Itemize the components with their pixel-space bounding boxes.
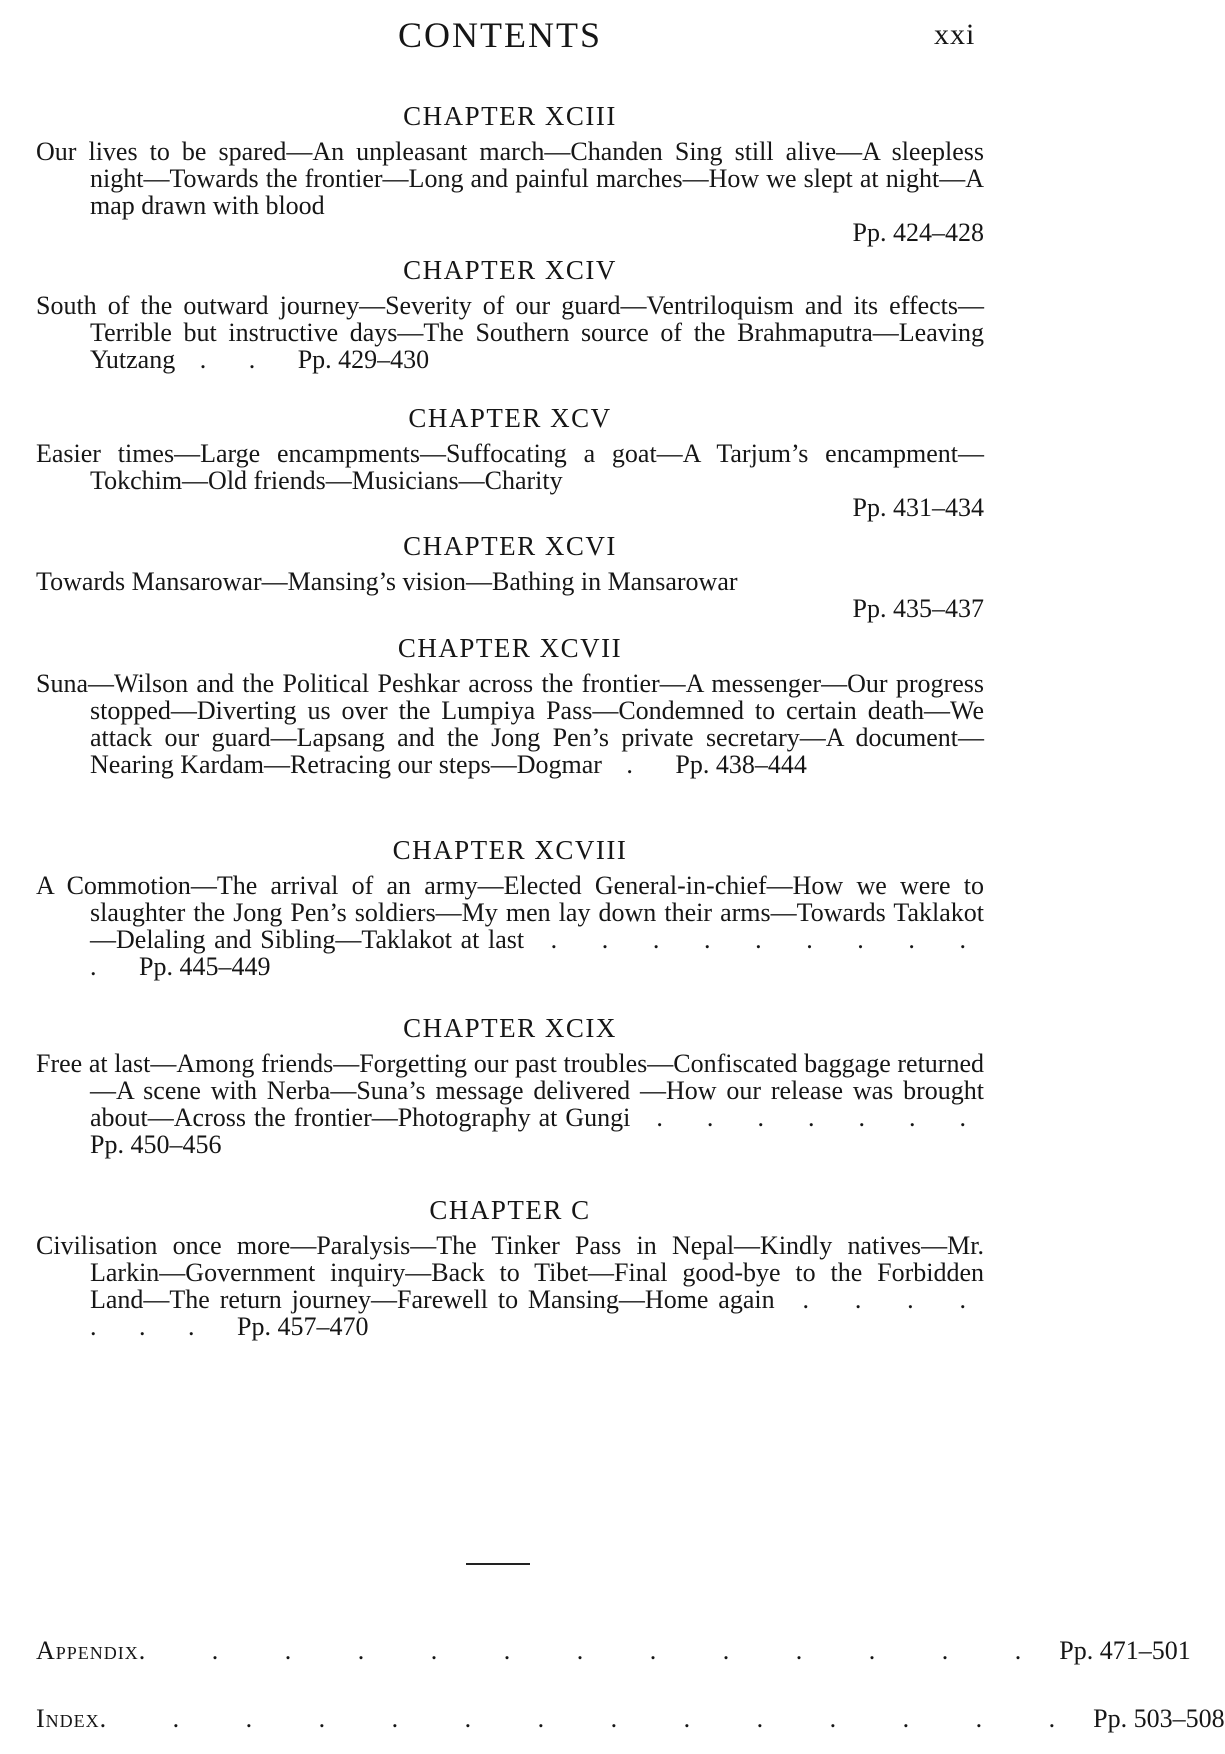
dot-leader: . . . . . . . <box>630 1103 984 1132</box>
chapter-pages: Pp. 424–428 <box>852 218 984 247</box>
section-divider <box>466 1563 530 1565</box>
chapter-heading: CHAPTER XCVI <box>403 531 617 561</box>
chapter-heading: CHAPTER C <box>429 1195 591 1225</box>
dot-leader: . . . . . . . . . . <box>90 925 984 981</box>
dot-leader: . . <box>175 345 298 374</box>
chapter-entry <box>36 402 984 521</box>
chapter-pages: Pp. 435–437 <box>852 594 984 623</box>
index-label: Index <box>36 1704 100 1733</box>
chapter-summary: Our lives to be spared—An unpleasant march—Chanden Sing still alive—A sleepless night—Towards the frontier—Long and painful marches—How we slept at night—A map drawn with blood <box>36 137 984 220</box>
chapter-entry <box>36 530 984 622</box>
chapter-summary-text: South of the outward journey—Severity of our guard—Ventriloquism and its effects—Terrible but instructive days—The Southern source of the Brahmaputra—Leaving Yutzang <box>36 291 984 374</box>
index-entry <box>36 1704 1225 1734</box>
chapter-summary <box>36 670 984 778</box>
page-number: xxi <box>934 18 976 51</box>
chapter-entry <box>36 100 984 246</box>
chapter-entry <box>36 1012 984 1158</box>
dot-leader: . . . . . . . . . . . . . . <box>99 1704 1086 1733</box>
dot-leader: . <box>601 750 676 779</box>
chapter-heading: CHAPTER XCIX <box>403 1013 617 1043</box>
chapter-heading: CHAPTER XCVIII <box>392 835 628 865</box>
chapter-entry <box>36 1194 984 1340</box>
dot-leader: . . . . . . . <box>90 1285 985 1341</box>
chapter-heading: CHAPTER XCV <box>408 403 612 433</box>
chapter-pages: Pp. 438–444 <box>675 750 807 779</box>
chapter-summary <box>36 1050 984 1158</box>
chapter-pages: Pp. 429–430 <box>297 345 430 374</box>
page-title: CONTENTS <box>398 15 602 55</box>
appendix-label: Appendix <box>36 1636 139 1665</box>
chapter-summary: Easier times—Large encampments—Suffocating a goat—A Tarjum’s encampment—Tokchim—Old friends—Musicians—Charity <box>36 439 984 495</box>
chapter-summary <box>36 292 984 373</box>
chapter-heading: CHAPTER XCVII <box>397 633 623 663</box>
chapter-summary <box>36 1232 984 1340</box>
chapter-summary: Towards Mansarowar—Mansing’s vision—Bathing in Mansarowar <box>36 567 738 596</box>
chapter-pages: Pp. 445–449 <box>139 952 271 981</box>
chapter-entry <box>36 632 984 778</box>
chapter-heading: CHAPTER XCIII <box>403 101 617 131</box>
chapter-pages: Pp. 431–434 <box>852 493 984 522</box>
chapter-entry <box>36 834 984 980</box>
chapter-pages: Pp. 457–470 <box>237 1312 369 1341</box>
chapter-summary-text: Suna—Wilson and the Political Peshkar across the frontier—A messenger—Our progress stopped—Diverting us over the Lumpiya Pass—Condemned to certain death—We attack our guard—Lapsang and the Jong Pen’s private secretary—A document—Nearing Kardam—Retracing our steps—Dogmar <box>36 669 984 779</box>
chapter-entry <box>36 254 984 373</box>
chapter-pages: Pp. 450–456 <box>90 1130 222 1159</box>
index-pages: Pp. 503–508 <box>1093 1704 1225 1733</box>
appendix-entry <box>36 1636 1191 1666</box>
chapter-summary <box>36 872 984 980</box>
chapter-heading: CHAPTER XCIV <box>403 255 617 285</box>
chapter-summary-text: A Commotion—The arrival of an army—Elected General-in-chief—How we were to slaughter the Jong Pen’s soldiers—My men lay down their arms—Towards Taklakot—Delaling and Sibling—Taklakot at last <box>36 871 984 954</box>
chapter-summary-text: Civilisation once more—Paralysis—The Tinker Pass in Nepal—Kindly natives—Mr. Larkin—Government inquiry—Back to Tibet—Final good-bye to the Forbidden Land—The return journey—Farewell to Mansing—Home again <box>36 1231 984 1314</box>
appendix-pages: Pp. 471–501 <box>1059 1636 1191 1665</box>
chapter-summary-text: Free at last—Among friends—Forgetting our past troubles—Confiscated baggage returned—A scene with Nerba—Suna’s message delivered —How our release was brought about—Across the frontier—Photography at Gungi <box>36 1049 984 1132</box>
dot-leader: . . . . . . . . . . . . . <box>138 1636 1052 1665</box>
